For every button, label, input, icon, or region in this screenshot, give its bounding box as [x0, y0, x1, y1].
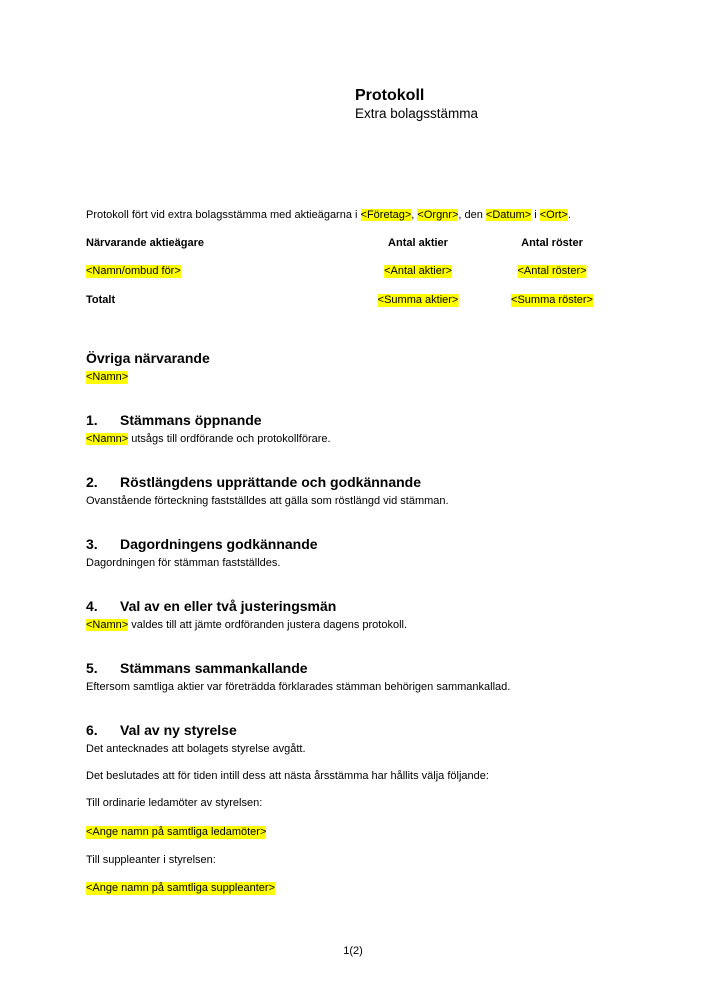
separator: .: [567, 209, 571, 221]
place-placeholder[interactable]: <Ort>: [539, 209, 568, 221]
intro-text: Protokoll fört vid extra bolagsstämma med aktieägarna i: [86, 209, 361, 221]
section-1-text: [86, 433, 331, 446]
orgnr-placeholder[interactable]: <Orgnr>: [417, 209, 459, 221]
shares-placeholder[interactable]: <Antal aktier>: [384, 265, 452, 277]
board-members-label: Till ordinarie ledamöter av styrelsen:: [86, 797, 263, 809]
section-title: Dagordningens godkännande: [120, 536, 318, 552]
section-number: 2.: [86, 474, 98, 490]
date-placeholder[interactable]: <Datum>: [485, 209, 532, 221]
section-4-text: [86, 619, 407, 632]
section-3-heading: [86, 536, 318, 552]
others-present-name-placeholder[interactable]: <Namn>: [86, 371, 129, 383]
section-3-text: Dagordningen för stämman fastställdes.: [86, 557, 281, 569]
adjuster-name-placeholder[interactable]: <Namn>: [86, 619, 129, 631]
section-text: utsågs till ordförande och protokollförare.: [128, 433, 331, 445]
company-placeholder[interactable]: <Företag>: [360, 209, 412, 221]
section-number: 6.: [86, 722, 98, 738]
section-6-paragraph-2: Det beslutades att för tiden intill dess att nästa årsstämma har hållits välja följande:: [86, 770, 489, 782]
section-number: 5.: [86, 660, 98, 676]
header-votes: Antal röster: [521, 237, 583, 249]
section-2-heading: [86, 474, 421, 490]
section-2-text: Ovanstående förteckning fastställdes att gälla som röstlängd vid stämman.: [86, 495, 449, 507]
section-1-heading: [86, 412, 262, 428]
section-text: valdes till att jämte ordföranden justera dagens protokoll.: [128, 619, 408, 631]
document-title: Protokoll: [355, 87, 425, 104]
section-title: Stämmans sammankallande: [120, 660, 308, 676]
section-number: 4.: [86, 598, 98, 614]
intro-paragraph: [86, 209, 571, 222]
total-label: Totalt: [86, 294, 116, 306]
section-title: Stämmans öppnande: [120, 412, 262, 428]
total-shares-placeholder[interactable]: <Summa aktier>: [377, 294, 459, 306]
section-4-heading: [86, 598, 336, 614]
section-title: Röstlängdens upprättande och godkännande: [120, 474, 422, 490]
total-votes-placeholder[interactable]: <Summa röster>: [511, 294, 593, 306]
section-6-heading: [86, 722, 237, 738]
chairman-name-placeholder[interactable]: <Namn>: [86, 433, 129, 445]
board-members-placeholder[interactable]: <Ange namn på samtliga ledamöter>: [86, 826, 267, 838]
section-title: Val av en eller två justeringsmän: [120, 598, 337, 614]
section-5-text: Eftersom samtliga aktier var företrädda förklarades stämman behörigen sammankallad.: [86, 681, 511, 693]
section-title: Val av ny styrelse: [120, 722, 237, 738]
page-number: 1(2): [343, 945, 363, 957]
separator: , den: [458, 209, 486, 221]
header-shareholders: Närvarande aktieägare: [86, 237, 205, 249]
header-shares: Antal aktier: [388, 237, 448, 249]
document-subtitle: Extra bolagsstämma: [355, 106, 479, 121]
section-number: 3.: [86, 536, 98, 552]
deputies-label: Till suppleanter i styrelsen:: [86, 854, 216, 866]
section-5-heading: [86, 660, 308, 676]
separator: i: [531, 209, 540, 221]
votes-placeholder[interactable]: <Antal röster>: [517, 265, 587, 277]
others-present-heading: Övriga närvarande: [86, 350, 210, 366]
section-number: 1.: [86, 412, 98, 428]
deputies-placeholder[interactable]: <Ange namn på samtliga suppleanter>: [86, 882, 275, 894]
section-6-paragraph-1: Det antecknades att bolagets styrelse avgått.: [86, 743, 306, 755]
shareholder-name-placeholder[interactable]: <Namn/ombud för>: [86, 265, 181, 277]
separator: ,: [411, 209, 418, 221]
